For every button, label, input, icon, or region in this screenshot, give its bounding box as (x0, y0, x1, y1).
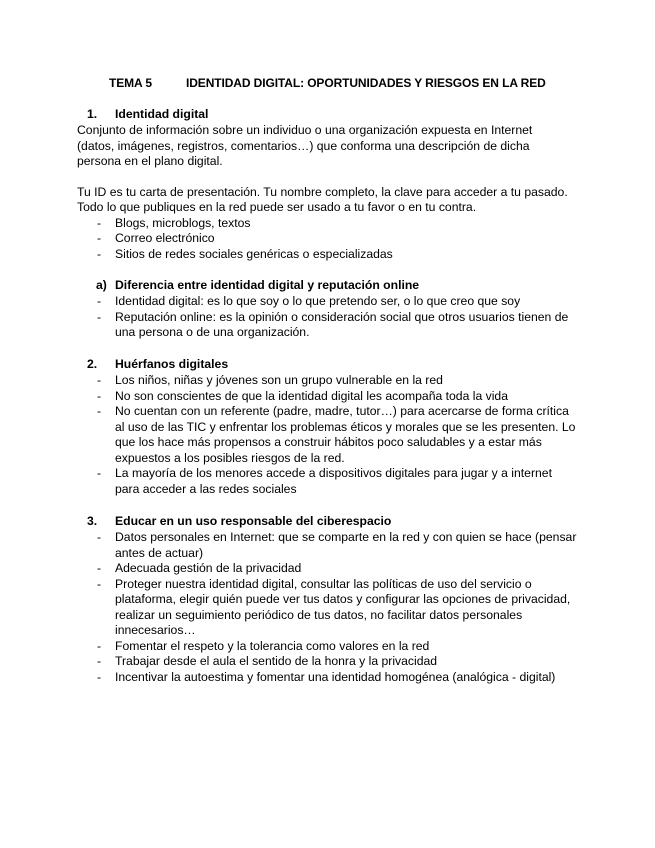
list-item: - No son conscientes de que la identidad digital les acompaña toda la vida (77, 389, 577, 405)
section-title: Identidad digital (115, 107, 209, 121)
list-item: - Correo electrónico (77, 231, 577, 247)
title-heading: IDENTIDAD DIGITAL: OPORTUNIDADES Y RIESGOS EN LA RED (186, 76, 546, 90)
paragraph: Tu ID es tu carta de presentación. Tu nombre completo, la clave para acceder a tu pasado. (77, 184, 568, 199)
paragraph: Todo lo que publiques en la red puede ser usado a tu favor o en tu contra. (77, 200, 477, 214)
bullet-list (77, 294, 577, 341)
section-heading (77, 278, 577, 294)
section-title: Huérfanos digitales (115, 357, 229, 371)
section-diferencia (77, 278, 577, 341)
section-number: 1. (87, 107, 98, 121)
section-number: 3. (87, 514, 98, 528)
tema-label: TEMA 5 (109, 76, 152, 90)
bullet-list (77, 216, 577, 263)
bullet-list (77, 530, 577, 685)
list-item: - Los niños, niñas y jóvenes son un grupo vulnerable en la red (77, 373, 577, 389)
list-item: - Proteger nuestra identidad digital, consultar las políticas de uso del servicio o plataforma, elegir quién puede ver tus datos y configurar las opciones de privacidad, realizar un seguimiento periódico de tus datos, no facilitar datos personales innecesarios… (77, 577, 577, 639)
section-title: Educar en un uso responsable del ciberespacio (115, 514, 392, 528)
list-item: - La mayoría de los menores accede a dispositivos digitales para jugar y a internet para acceder a las redes sociales (77, 466, 577, 497)
paragraph: Conjunto de información sobre un individuo o una organización expuesta en Internet (datos, imágenes, registros, comentarios…) que conforma una descripción de dicha persona en el plano digital. (77, 123, 533, 168)
section-identidad-digital (77, 107, 577, 262)
section-number: a) (96, 278, 107, 292)
list-item: - Reputación online: es la opinión o consideración social que otros usuarios tienen de una persona o de una organización. (77, 310, 577, 341)
list-item: - Blogs, microblogs, textos (77, 216, 577, 232)
list-item: - No cuentan con un referente (padre, madre, tutor…) para acercarse de forma crítica al uso de las TIC y enfrentar los problemas éticos y morales que se les presenten. Lo que los hace más propensos a construir hábitos poco saludables y a estar más expuestos a los posibles riesgos de la red. (77, 404, 577, 466)
list-item: - Incentivar la autoestima y fomentar una identidad homogénea (analógica - digital) (77, 670, 577, 686)
list-item: - Datos personales en Internet: que se comparte en la red y con quien se hace (pensar antes de actuar) (77, 530, 577, 561)
section-heading (77, 107, 577, 123)
section-huerfanos-digitales (77, 357, 577, 497)
list-item: - Identidad digital: es lo que soy o lo que pretendo ser, o lo que creo que soy (77, 294, 577, 310)
bullet-list (77, 373, 577, 497)
section-heading (77, 357, 577, 373)
section-number: 2. (87, 357, 98, 371)
section-educar (77, 514, 577, 685)
list-item: - Trabajar desde el aula el sentido de la honra y la privacidad (77, 654, 577, 670)
list-item: - Fomentar el respeto y la tolerancia como valores en la red (77, 639, 577, 655)
section-title: Diferencia entre identidad digital y reputación online (115, 278, 420, 292)
list-item: - Sitios de redes sociales genéricas o especializadas (77, 247, 577, 263)
section-heading (77, 514, 577, 530)
list-item: - Adecuada gestión de la privacidad (77, 561, 577, 577)
